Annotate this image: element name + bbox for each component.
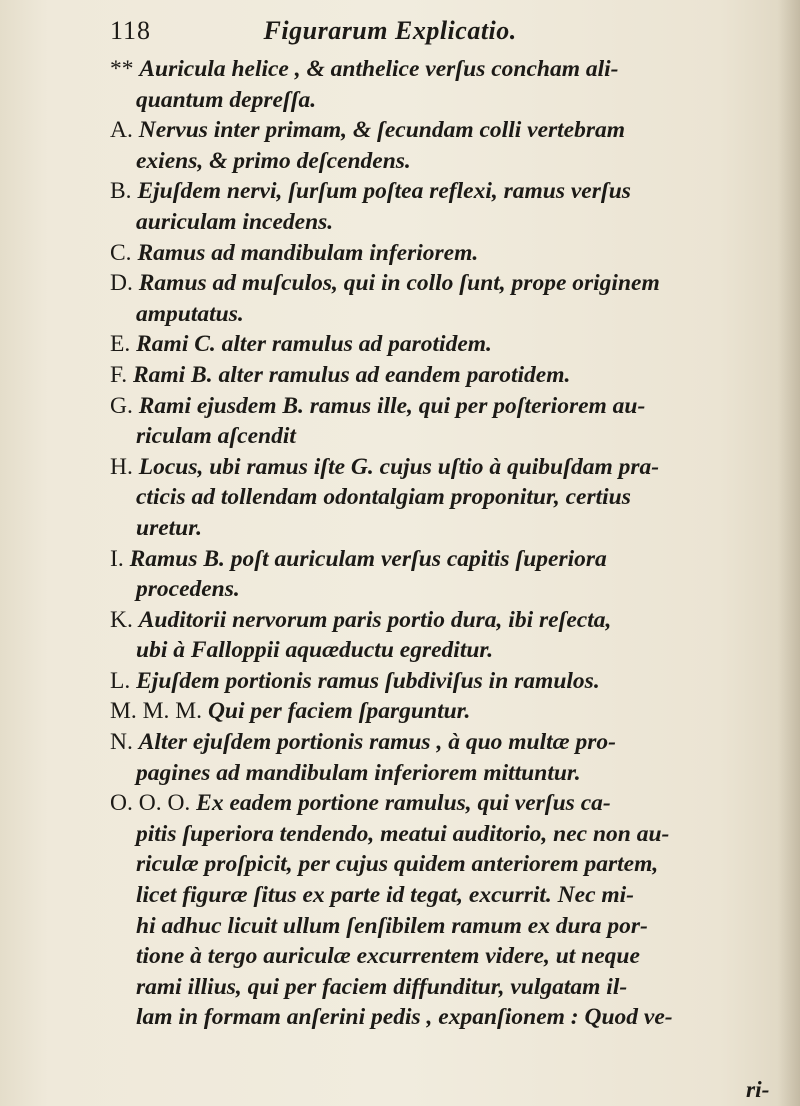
- text-line: [110, 941, 782, 972]
- item-text: Nervus inter primam, & ſecundam colli vertebram: [138, 117, 626, 144]
- item-text: Rami C. alter ramulus ad parotidem.: [136, 331, 492, 358]
- item-key: E.: [110, 331, 131, 358]
- text-line: [110, 452, 782, 483]
- item-text: ubi à Falloppii aquæductu egreditur.: [136, 637, 494, 664]
- item-key: K.: [110, 606, 133, 633]
- text-line: [110, 54, 782, 85]
- text-line: [110, 391, 782, 422]
- item-text: riculæ proſpicit, per cujus quidem anteriorem partem,: [136, 851, 659, 878]
- text-line: [110, 360, 782, 391]
- item-text: lam in formam anſerini pedis , expanſionem : Quod ve-: [136, 1004, 673, 1031]
- item-key: M. M. M.: [110, 698, 203, 725]
- item-text: Ramus B. poſt auriculam verſus capitis ſuperiora: [129, 545, 607, 572]
- text-line: [110, 85, 782, 116]
- text-line: [110, 849, 782, 880]
- text-line: [110, 574, 782, 605]
- item-text: riculam aſcendit: [136, 423, 296, 450]
- item-key: F.: [110, 361, 128, 388]
- text-line: [110, 146, 782, 177]
- text-line: [110, 727, 782, 758]
- item-key: O. O. O.: [110, 790, 191, 817]
- item-text: tione à tergo auriculæ excurrentem videre, ut neque: [136, 943, 640, 970]
- item-text: Ex eadem portione ramulus, qui verſus ca-: [196, 790, 611, 817]
- running-header: [110, 14, 517, 48]
- text-line: [110, 788, 782, 819]
- text-line: [110, 421, 782, 452]
- item-text: pagines ad mandibulam inferiorem mittuntur.: [136, 759, 581, 786]
- text-line: [110, 238, 782, 269]
- text-line: [110, 207, 782, 238]
- item-key: D.: [110, 270, 133, 297]
- item-text: quantum depreſſa.: [136, 86, 317, 113]
- text-line: [110, 329, 782, 360]
- text-line: [110, 482, 782, 513]
- text-line: [110, 544, 782, 575]
- text-line: [110, 911, 782, 942]
- item-text: Rami ejusdem B. ramus ille, qui per poſteriorem au-: [138, 392, 646, 419]
- text-line: [110, 758, 782, 789]
- text-line: [110, 1002, 782, 1033]
- text-line: [110, 635, 782, 666]
- item-key: N.: [110, 729, 133, 756]
- item-text: amputatus.: [136, 300, 244, 327]
- item-text: exiens, & primo deſcendens.: [136, 147, 411, 174]
- item-text: Alter ejuſdem portionis ramus , à quo multæ pro-: [138, 729, 616, 756]
- item-key: C.: [110, 239, 132, 266]
- item-text: Ejuſdem portionis ramus ſubdiviſus in ramulos.: [136, 667, 600, 694]
- text-line: [110, 972, 782, 1003]
- item-key: B.: [110, 178, 132, 205]
- item-text: licet figuræ ſitus ex parte id tegat, excurrit. Nec mi-: [136, 882, 635, 909]
- text-line: [110, 115, 782, 146]
- item-text: Auditorii nervorum paris portio dura, ibi reſecta,: [138, 606, 612, 633]
- text-line: [110, 605, 782, 636]
- catchword: ri-: [746, 1077, 770, 1103]
- running-title: Figurarum Explicatio.: [263, 16, 517, 45]
- item-text: uretur.: [136, 514, 202, 541]
- figure-explanation-text: [110, 54, 782, 1033]
- text-line: [110, 176, 782, 207]
- text-line: [110, 299, 782, 330]
- item-text: pitis ſuperiora tendendo, meatui auditorio, nec non au-: [136, 820, 670, 847]
- item-key: I.: [110, 545, 124, 572]
- text-line: [110, 819, 782, 850]
- item-text: Ramus ad mandibulam inferiorem.: [137, 239, 479, 266]
- item-text: auriculam incedens.: [136, 208, 334, 235]
- item-text: Ejuſdem nervi, ſurſum poſtea reflexi, ramus verſus: [137, 178, 631, 205]
- item-key: H.: [110, 453, 133, 480]
- item-key: **: [110, 56, 134, 82]
- item-text: Auricula helice , & anthelice verſus concham ali-: [139, 56, 619, 82]
- item-key: A.: [110, 117, 133, 144]
- text-line: [110, 696, 782, 727]
- item-key: G.: [110, 392, 133, 419]
- item-text: hi adhuc licuit ullum ſenſibilem ramum ex dura por-: [136, 912, 648, 939]
- item-key: L.: [110, 667, 131, 694]
- text-line: [110, 513, 782, 544]
- item-text: cticis ad tollendam odontalgiam proponitur, certius: [136, 484, 631, 511]
- item-text: Qui per faciem ſparguntur.: [207, 698, 471, 725]
- item-text: Ramus ad muſculos, qui in collo ſunt, prope originem: [138, 270, 660, 297]
- text-line: [110, 268, 782, 299]
- text-line: [110, 666, 782, 697]
- text-line: [110, 880, 782, 911]
- item-text: procedens.: [136, 576, 240, 603]
- item-text: rami illius, qui per faciem diffunditur, vulgatam il-: [136, 973, 628, 1000]
- page-number: 118: [110, 16, 152, 45]
- item-text: Rami B. alter ramulus ad eandem parotidem.: [132, 361, 571, 388]
- item-text: Locus, ubi ramus iſte G. cujus uſtio à quibuſdam pra-: [138, 453, 660, 480]
